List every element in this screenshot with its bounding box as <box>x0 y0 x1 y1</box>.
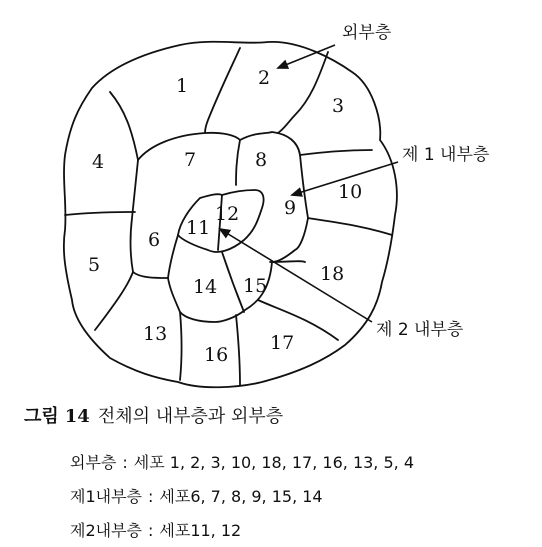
legend-separator: : <box>148 487 154 506</box>
legend-value: 세포 1, 2, 3, 10, 18, 17, 16, 13, 5, 4 <box>133 453 415 472</box>
cell-label: 16 <box>204 344 229 366</box>
second-inner-layer-callout: 제 2 내부층 <box>376 320 464 340</box>
cell-label: 2 <box>258 67 271 89</box>
cell-label: 4 <box>92 151 105 173</box>
cell-label: 1 <box>176 75 189 97</box>
cell-label: 15 <box>243 275 268 297</box>
cell-label: 3 <box>332 95 345 117</box>
cell-label: 18 <box>320 263 345 285</box>
legend-term: 제2내부층 <box>70 521 143 540</box>
legend-separator: : <box>122 453 128 472</box>
cell-label: 9 <box>284 197 297 219</box>
cell-label: 13 <box>143 323 168 345</box>
figure-number: 14 <box>64 406 90 427</box>
figure-caption <box>24 402 283 428</box>
legend-term: 제1내부층 <box>70 487 143 506</box>
cell-label: 17 <box>270 332 295 354</box>
cell-label: 11 <box>186 217 211 239</box>
figure-label: 그림 <box>24 406 59 427</box>
legend-outer-layer <box>70 450 414 473</box>
cell-label: 10 <box>338 181 363 203</box>
legend-term: 외부층 <box>70 453 117 472</box>
figure-title: 전체의 내부층과 외부층 <box>97 406 284 427</box>
cell-label: 7 <box>184 149 197 171</box>
first-inner-layer-callout: 제 1 내부층 <box>402 145 490 165</box>
cell-label: 14 <box>193 276 218 298</box>
cell-label: 6 <box>148 229 161 251</box>
cell-label: 12 <box>215 203 240 225</box>
outer-layer-callout: 외부층 <box>342 23 392 43</box>
legend-value: 세포11, 12 <box>159 521 242 540</box>
legend-first-inner-layer <box>70 484 323 507</box>
legend-second-inner-layer <box>70 518 241 541</box>
cell-label: 8 <box>255 149 268 171</box>
cell-label: 5 <box>88 254 101 276</box>
legend-separator: : <box>148 521 154 540</box>
legend-value: 세포6, 7, 8, 9, 15, 14 <box>159 487 323 506</box>
